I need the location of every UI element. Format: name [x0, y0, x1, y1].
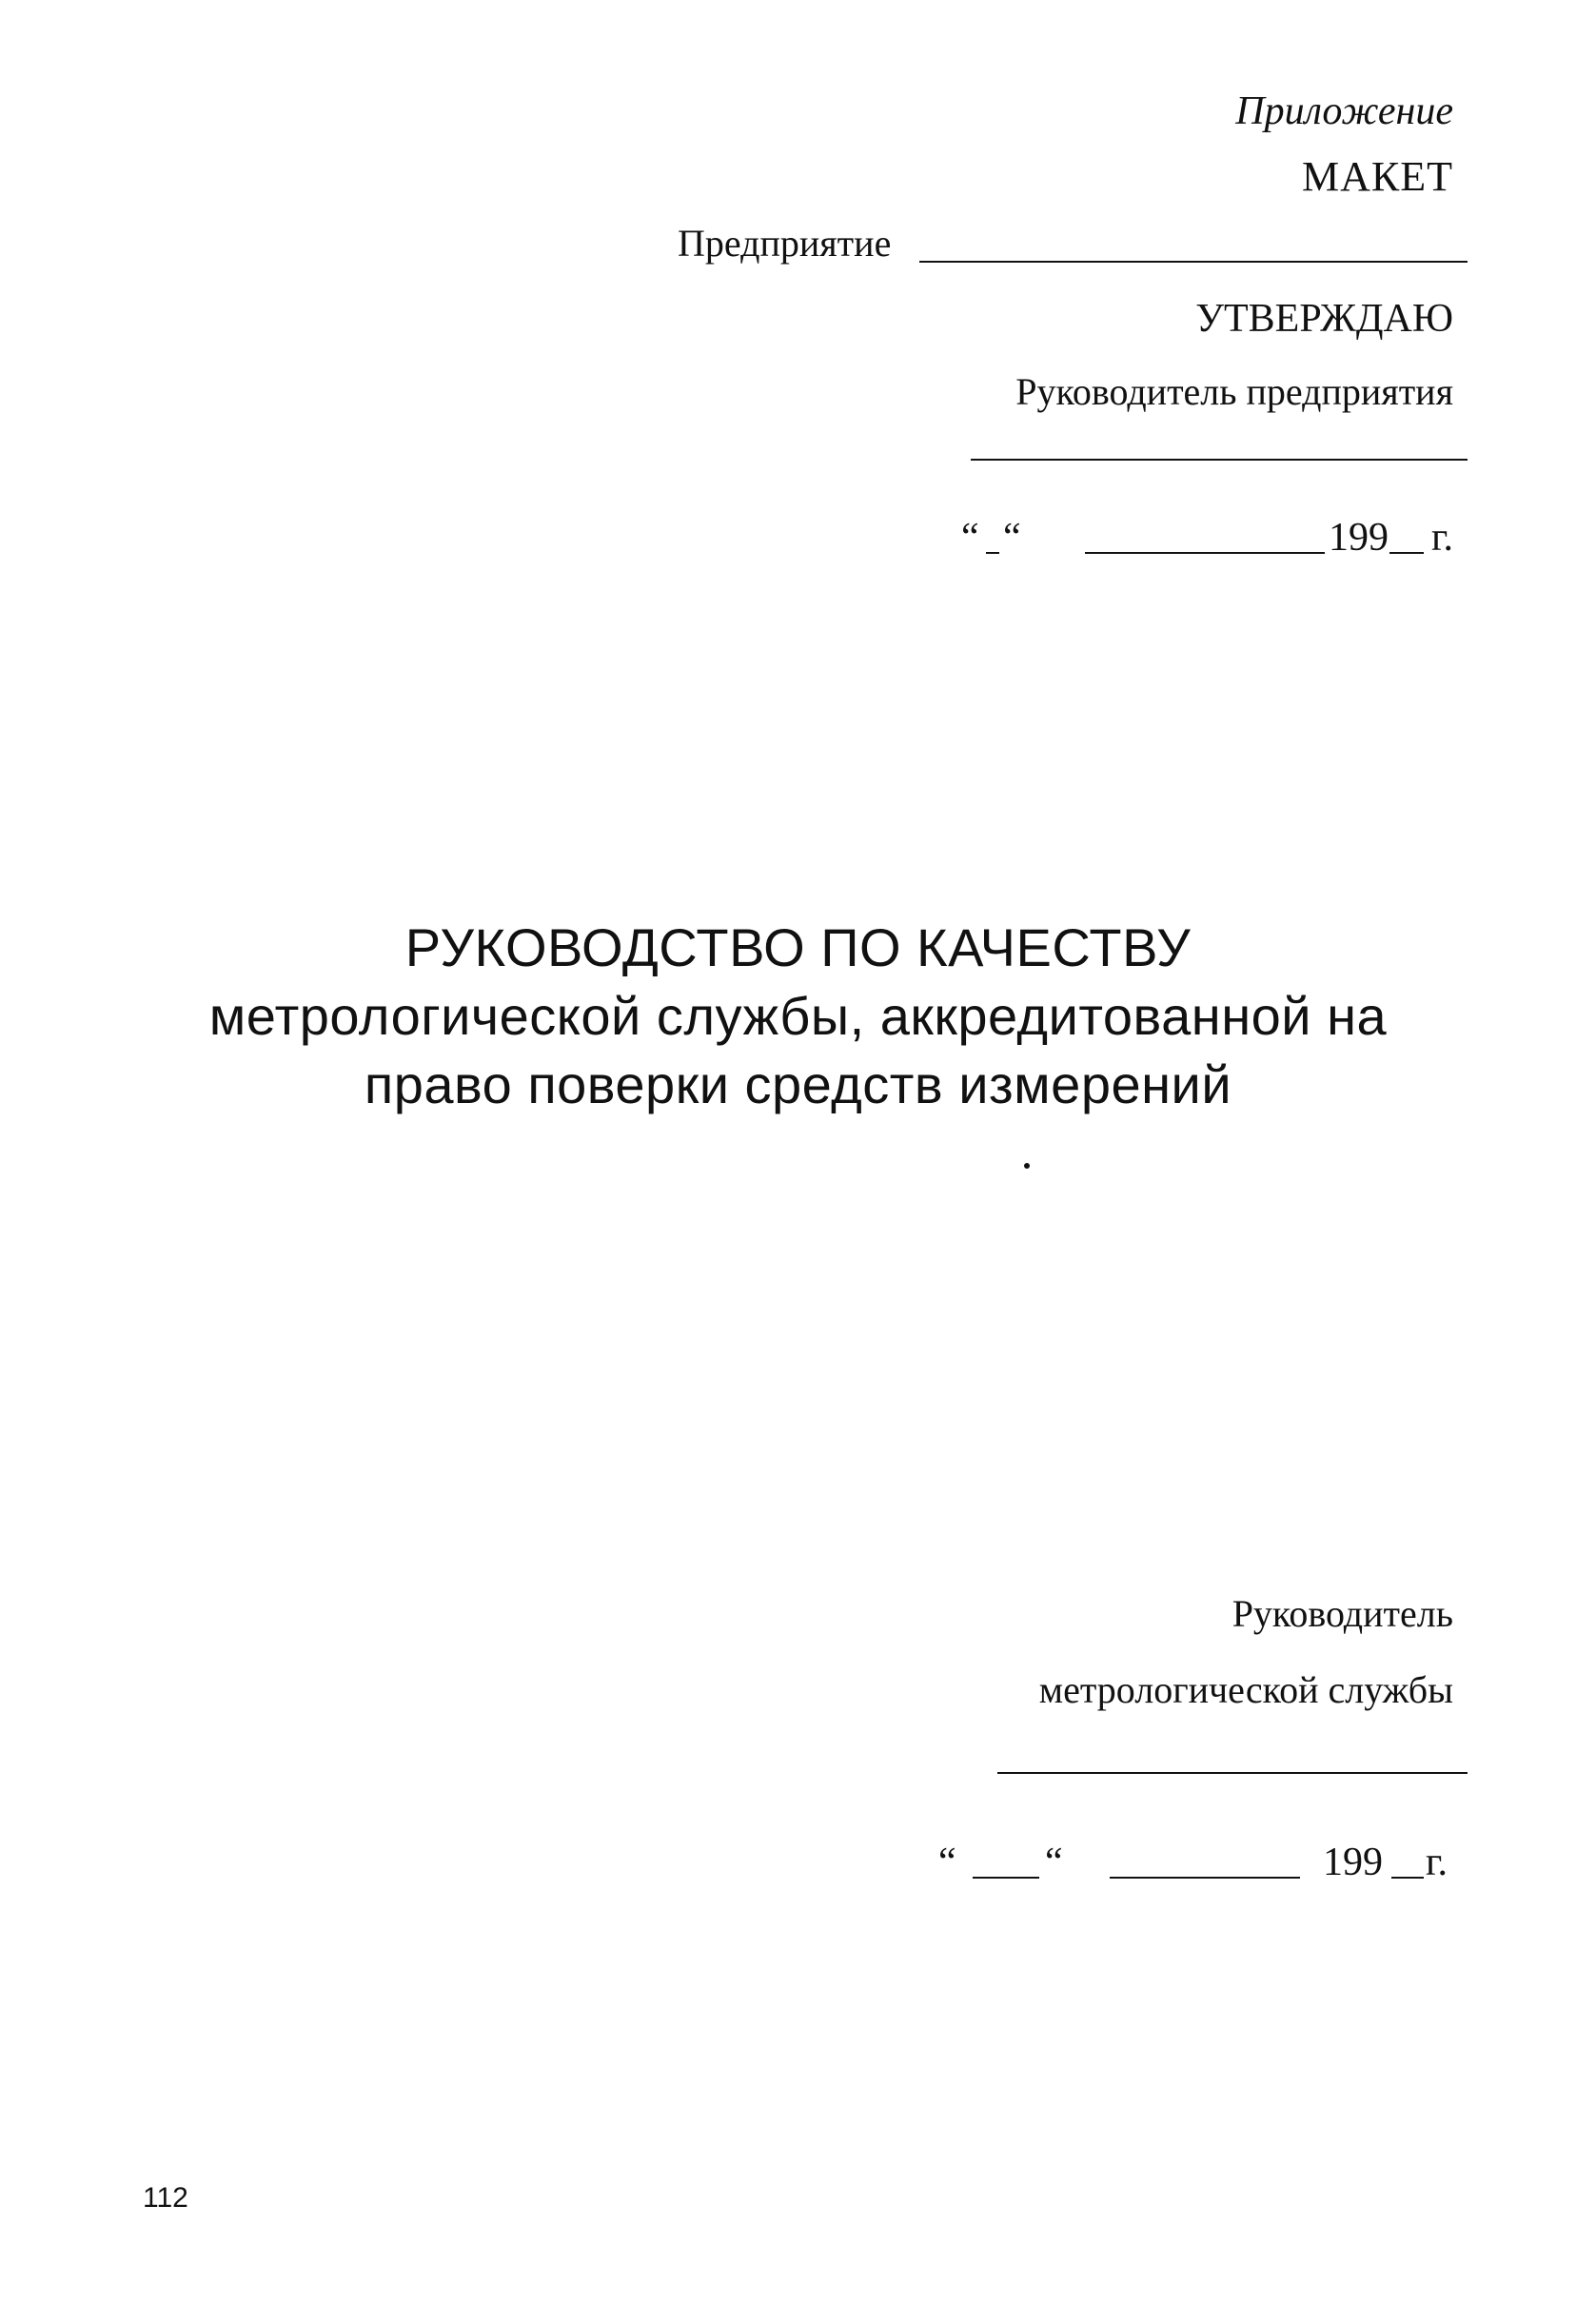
- month-fill-line: [1110, 1877, 1300, 1879]
- date-close-quote: “: [1045, 1841, 1063, 1884]
- date-open-quote: “: [961, 516, 979, 560]
- title-line-1: РУКОВОДСТВО ПО КАЧЕСТВУ: [404, 917, 1192, 977]
- day-fill-line: [973, 1877, 1039, 1879]
- date-open-quote: “: [938, 1841, 956, 1884]
- director-label: Руководитель предприятия: [1015, 370, 1453, 413]
- metrology-head-label-line1: Руководитель: [1231, 1592, 1453, 1635]
- appendix-label: Приложение: [1235, 89, 1453, 133]
- maket-label: МАКЕТ: [1302, 153, 1453, 200]
- enterprise-fill-line: [919, 261, 1468, 263]
- approval-date-row: [961, 514, 1475, 571]
- title-line-2: метрологической службы, аккредитованной на: [208, 986, 1388, 1046]
- metrology-head-label-line2: метрологической службы: [1038, 1668, 1453, 1711]
- page-number: 112: [143, 2182, 188, 2214]
- document-title: [0, 914, 1596, 1119]
- signoff-date-row: [938, 1839, 1471, 1896]
- director-signature-line: [971, 459, 1468, 461]
- date-year-suffix: г.: [1431, 516, 1453, 560]
- year-fill-line: [1389, 552, 1424, 554]
- date-year: 199: [1329, 516, 1389, 560]
- day-fill-line: [986, 552, 999, 554]
- date-year-suffix: г.: [1426, 1841, 1448, 1884]
- date-close-quote: “: [1003, 516, 1021, 560]
- approve-label: УТВЕРЖДАЮ: [1195, 297, 1453, 341]
- enterprise-label: Предприятие: [678, 222, 892, 265]
- stray-dot: [1024, 1163, 1030, 1169]
- year-fill-line: [1391, 1877, 1424, 1879]
- month-fill-line: [1085, 552, 1325, 554]
- metrology-signature-line: [997, 1772, 1468, 1774]
- title-line-3: право поверки средств измерений: [364, 1054, 1232, 1114]
- date-year: 199: [1323, 1841, 1383, 1884]
